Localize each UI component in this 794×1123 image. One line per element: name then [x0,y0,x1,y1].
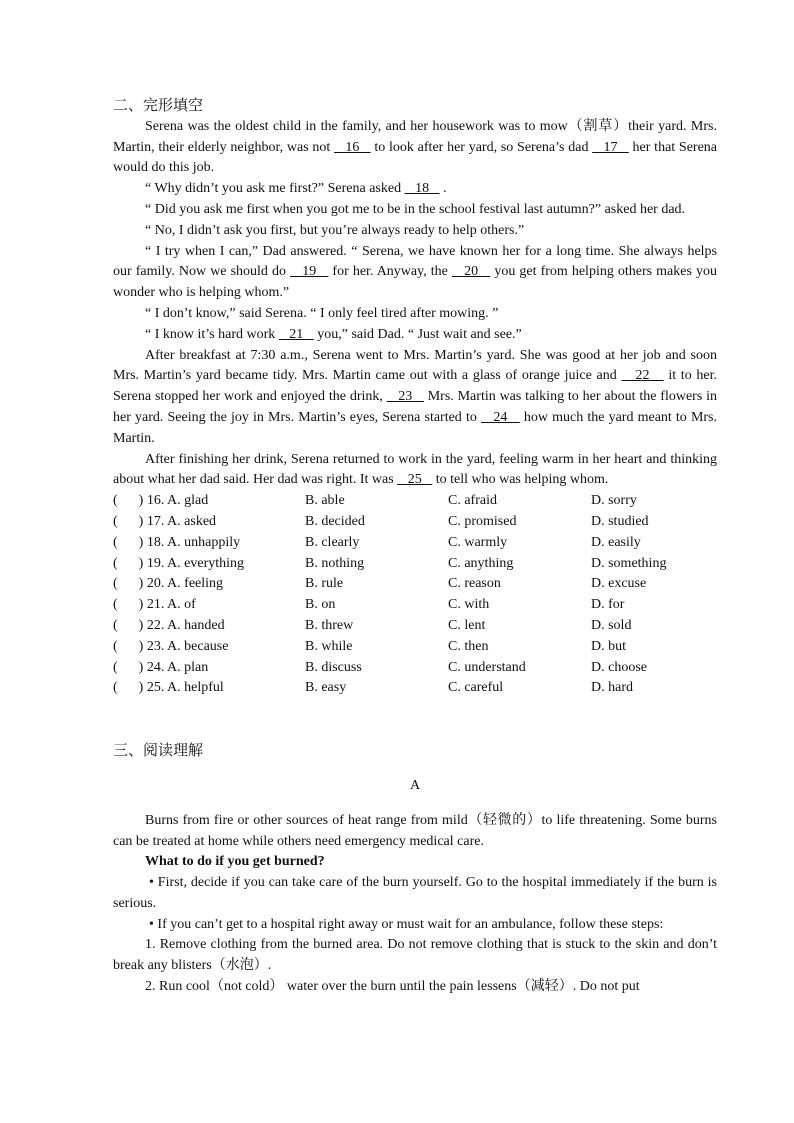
reading-step-1: 1. Remove clothing from the burned area. Do not remove clothing that is stuck to the skin and don’t break any blisters（水泡）. [113,937,717,974]
blank-18: 18 [404,181,440,197]
option-d: D. but [591,638,626,654]
reading-paragraph-1: Burns from fire or other sources of heat range from mild（轻微的）to life threatening. Some burns can be treated at home while others need emergency medical care. [113,812,717,849]
cloze-paragraph-6: “ I don’t know,” said Serena. “ I only feel tired after mowing. ” [145,305,499,321]
option-c: C. with [448,597,490,613]
option-b: B. threw [305,617,354,633]
option-row [113,595,717,616]
passage-label: A [409,777,421,793]
option-c: C. lent [448,617,486,633]
reading-step-2: 2. Run cool（not cold） water over the burn until the pain lessens（减轻）. Do not put [145,979,640,995]
option-a: ( ) 22. A. handed [113,617,225,633]
blank-25: 25 [397,472,433,488]
option-b: B. easy [305,680,347,696]
option-row [113,574,717,595]
cloze-paragraph-2: “ Why didn’t you ask me first?” Serena asked 18 . [145,181,447,197]
blank-20: 20 [451,264,491,280]
option-a: ( ) 23. A. because [113,638,229,654]
option-row [113,637,717,658]
reading-bullet-1: • First, decide if you can take care of the burn yourself. Go to the hospital immediately if the burn is serious. [113,875,717,911]
option-b: B. on [305,597,336,613]
blank-22: 22 [621,368,664,384]
option-row [113,491,717,512]
option-row [113,658,717,679]
option-b: B. discuss [305,659,362,675]
option-d: D. sold [591,617,632,633]
blank-23: 23 [386,389,424,405]
option-a: ( ) 16. A. glad [113,493,209,509]
option-row [113,678,717,699]
blank-19: 19 [290,264,329,280]
cloze-paragraph-3: “ Did you ask me first when you got me to be in the school festival last autumn?” asked her dad. [145,201,686,217]
option-b: B. nothing [305,555,365,571]
option-a: ( ) 20. A. feeling [113,576,224,592]
option-c: C. warmly [448,534,508,550]
cloze-paragraph-9: After finishing her drink, Serena returned to work in the yard, feeling warm in her heart and thinking about what her dad said. Her dad was right. It was 25 to tell who was helping whom. [113,451,717,488]
option-d: D. for [591,597,625,613]
cloze-paragraph-5: “ I try when I can,” Dad answered. “ Serena, we have known her for a long time. She always helps our family. Now we should do 19 for her. Anyway, the 20 you get from helping others makes you wonder who is helping whom.” [113,243,717,301]
option-row [113,616,717,637]
cloze-paragraph-8: After breakfast at 7:30 a.m., Serena went to Mrs. Martin’s yard. She was good at her job and soon Mrs. Martin’s yard became tidy. Mrs. Martin came out with a glass of orange juice and 22 it to her. Serena stopped her work and enjoyed the drink, 23 Mrs. Martin was talking to her about the flowers in her yard. Seeing the joy in Mrs. Martin’s eyes, Serena started to 24 how much the yard meant to Mrs. Martin. [113,347,718,446]
option-b: B. while [305,638,353,654]
option-b: B. clearly [305,534,360,550]
option-d: D. hard [591,680,633,696]
cloze-paragraph-4: “ No, I didn’t ask you first, but you’re always ready to help others.” [145,222,525,238]
option-d: D. sorry [591,493,637,509]
option-c: C. afraid [448,493,497,509]
document-page [113,96,717,998]
section-spacer [113,699,717,741]
option-c: C. reason [448,576,501,592]
reading-bullet-2: • If you can’t get to a hospital right away or must wait for an ambulance, follow these steps: [149,916,664,932]
option-c: C. then [448,638,489,654]
option-row [113,533,717,554]
option-c: C. anything [448,555,514,571]
option-d: D. excuse [591,576,647,592]
option-a: ( ) 24. A. plan [113,659,209,675]
reading-heading: What to do if you get burned? [145,854,325,870]
option-c: C. promised [448,513,517,529]
blank-21: 21 [278,326,314,342]
option-a: ( ) 18. A. unhappily [113,534,241,550]
cloze-section-title: 二、完形填空 [113,98,204,114]
option-b: B. decided [305,513,365,529]
option-row [113,512,717,533]
option-c: C. understand [448,659,526,675]
option-a: ( ) 17. A. asked [113,513,217,529]
blank-16: 16 [334,139,371,155]
option-d: D. studied [591,513,649,529]
option-b: B. rule [305,576,344,592]
option-a: ( ) 25. A. helpful [113,680,224,696]
option-row [113,554,717,575]
option-b: B. able [305,493,345,509]
cloze-paragraph-7: “ I know it’s hard work 21 you,” said Dad. “ Just wait and see.” [145,326,522,342]
reading-section-title: 三、阅读理解 [113,743,204,760]
blank-24: 24 [480,409,520,425]
option-a: ( ) 21. A. of [113,597,196,613]
option-d: D. choose [591,659,647,675]
option-d: D. easily [591,534,641,550]
blank-17: 17 [592,139,629,155]
option-d: D. something [591,555,667,571]
option-c: C. careful [448,680,504,696]
cloze-paragraph-1: Serena was the oldest child in the family, and her housework was to mow（割草）their yard. Mrs. Martin, their elderly neighbor, was not 16 to look after her yard, so Serena’s dad 17 her that Serena would do this job. [113,118,718,176]
answer-options [113,491,717,699]
option-a: ( ) 19. A. everything [113,555,245,571]
